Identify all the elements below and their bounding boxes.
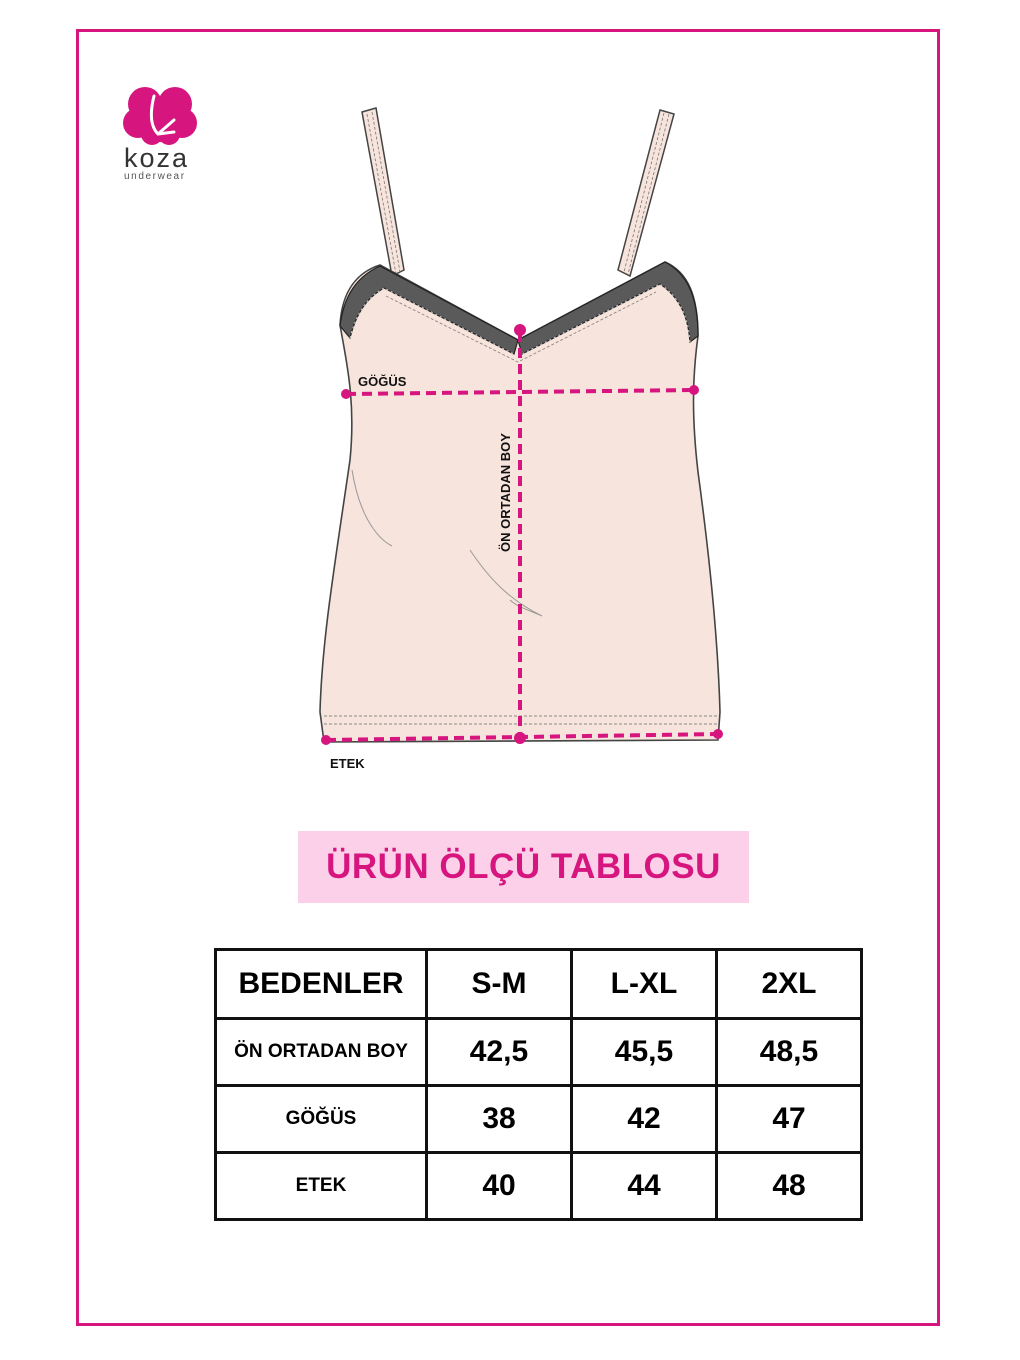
table-cell: 38 (427, 1086, 572, 1153)
right-strap (618, 110, 674, 276)
hem-label: ETEK (330, 756, 365, 771)
table-cell: 40 (427, 1153, 572, 1220)
table-cell: 42 (572, 1086, 717, 1153)
table-row (216, 1086, 862, 1153)
brand-tagline: underwear (124, 171, 186, 182)
table-header-row (216, 950, 862, 1019)
row-label: GÖĞÜS (216, 1086, 427, 1153)
size-table (214, 948, 863, 1221)
table-cell: 45,5 (572, 1019, 717, 1086)
table-row (216, 1019, 862, 1086)
size-chart-title: ÜRÜN ÖLÇÜ TABLOSU (326, 847, 721, 886)
row-label: ETEK (216, 1153, 427, 1220)
header-cell: 2XL (717, 950, 862, 1019)
header-cell: L-XL (572, 950, 717, 1019)
table-cell: 42,5 (427, 1019, 572, 1086)
table-cell: 47 (717, 1086, 862, 1153)
left-strap (362, 108, 404, 276)
brand-name: koza (124, 143, 190, 173)
header-cell: BEDENLER (216, 950, 427, 1019)
table-cell: 48,5 (717, 1019, 862, 1086)
table-cell: 44 (572, 1153, 717, 1220)
camisole-diagram (300, 100, 720, 780)
size-chart-title-banner (298, 831, 749, 903)
table-cell: 48 (717, 1153, 862, 1220)
center-front-length-label: ÖN ORTADAN BOY (498, 433, 513, 552)
chest-label: GÖĞÜS (358, 374, 407, 389)
row-label: ÖN ORTADAN BOY (216, 1019, 427, 1086)
table-row (216, 1153, 862, 1220)
header-cell: S-M (427, 950, 572, 1019)
